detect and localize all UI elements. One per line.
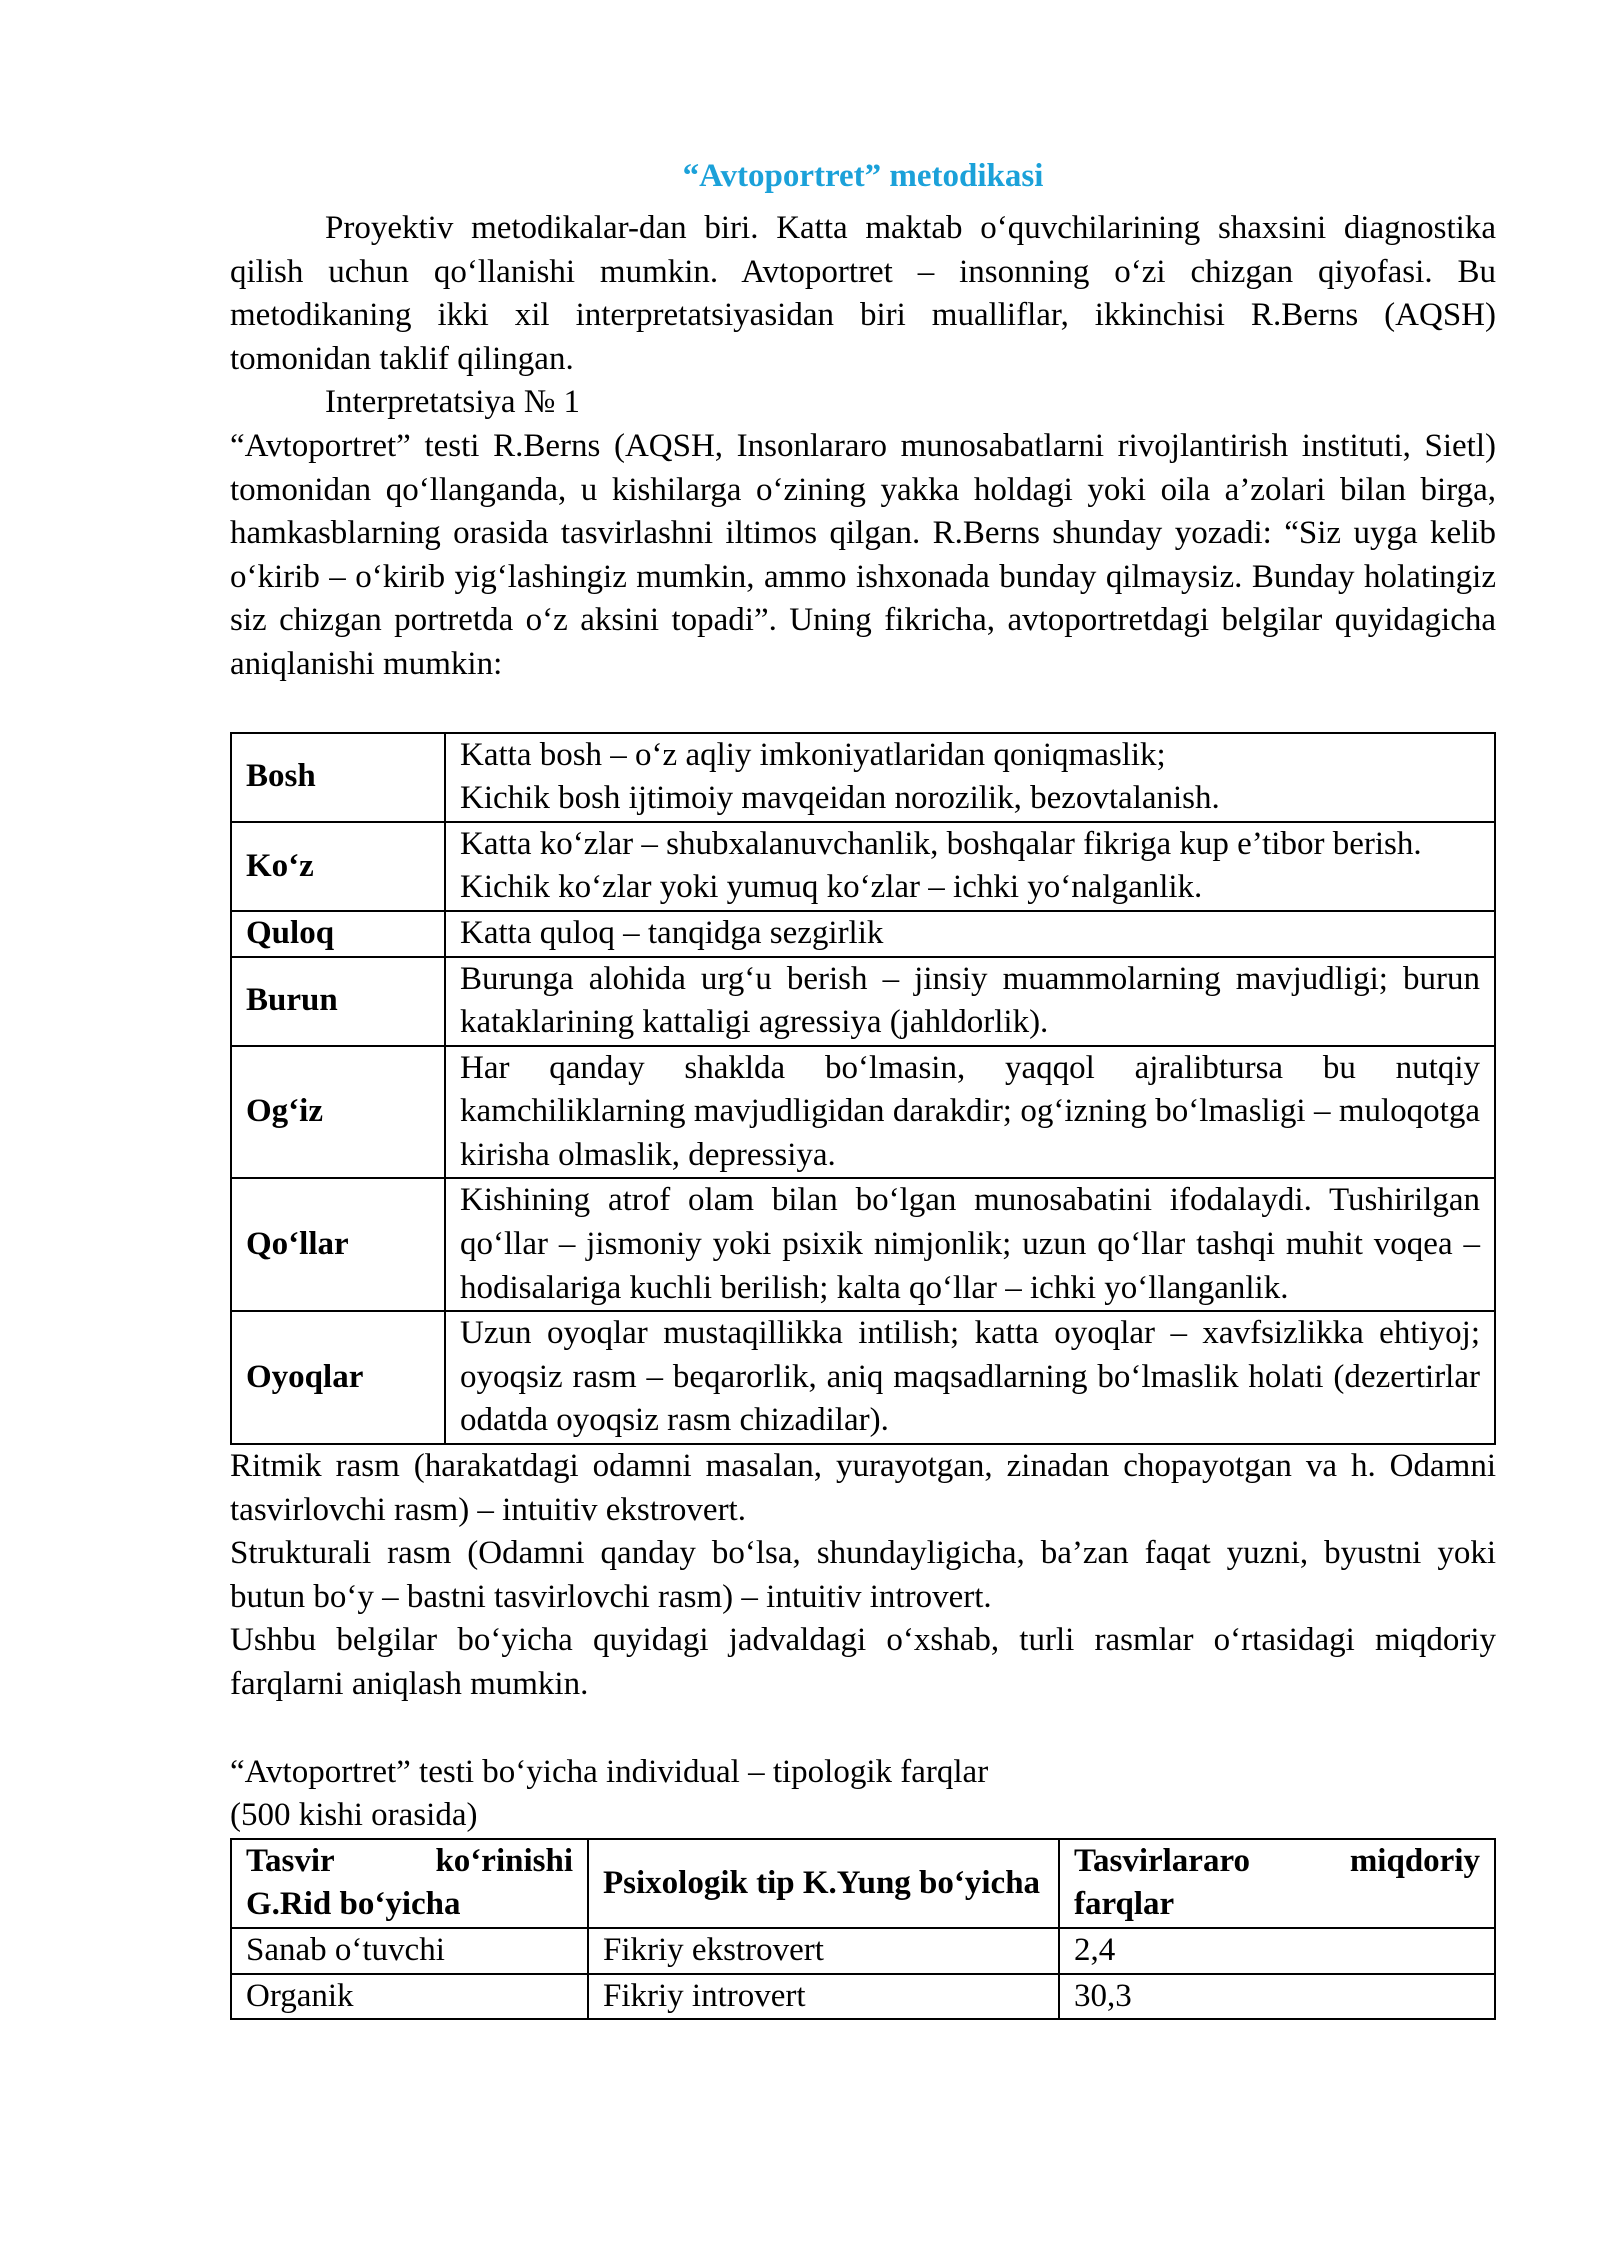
- feature-term: Qo‘llar: [231, 1178, 445, 1311]
- table-cell: Sanab o‘tuvchi: [231, 1928, 588, 1974]
- description-line: Burunga alohida urg‘u berish – jinsiy muammolarning mavjudligi; burun kataklarining kattaligi agressiya (jahldorlik).: [460, 960, 1480, 1041]
- table2-caption: “Avtoportret” testi bo‘yicha individual – tipologik farqlar: [230, 1753, 989, 1790]
- after-paragraph-3: Ushbu belgilar bo‘yicha quyidagi jadvaldagi o‘xshab, turli rasmlar o‘rtasidagi miqdoriy farqlarni aniqlash mumkin.: [230, 1622, 1496, 1702]
- description-line: Kishining atrof olam bilan bo‘lgan munosabatini ifodalaydi. Tushirilgan qo‘llar – jismoniy yoki psixik nimjonlik; uzun qo‘llar tashqi muhit voqea – hodisalariga kuchli berilish; kalta qo‘llar – ichki yo‘llanganlik.: [460, 1182, 1480, 1306]
- features-table: [230, 732, 1496, 1446]
- berns-paragraph: “Avtoportret” testi R.Berns (AQSH, Insonlararo munosabatlarni rivojlantirish instituti, Sietl) tomonidan qo‘llanganda, u kishilarga o‘zining yakka holdagi yoki oila a’zolari bilan birga, hamkasblarning orasida tasvirlashni iltimos qilgan. R.Berns shunday yozadi: “Siz uyga kelib o‘kirib – o‘kirib yig‘lashingiz mumkin, ammo ishxonada bunday qilmaysiz. Bunday holatingiz siz chizgan portretda o‘z aksini topadi”. Uning fikricha, avtoportretdagi belgilar quyidagicha aniqlanishi mumkin:: [230, 427, 1496, 682]
- intro-paragraph: Proyektiv metodikalar-dan biri. Katta maktab o‘quvchilarining shaxsini diagnostika qilish uchun qo‘llanishi mumkin. Avtoportret – insonning o‘zi chizgan qiyofasi. Bu metodikaning ikki xil interpretatsiyasidan biri mualliflar, ikkinchisi R.Berns (AQSH) tomonidan taklif qilingan.: [230, 210, 1496, 377]
- table-row: [231, 822, 1495, 911]
- header-cell: Psixologik tip K.Yung bo‘yicha: [588, 1839, 1059, 1928]
- typology-table-header: [231, 1839, 1495, 1928]
- feature-term: Quloq: [231, 911, 445, 957]
- feature-term: Oyoqlar: [231, 1311, 445, 1444]
- table-row: [231, 1311, 1495, 1444]
- feature-description: [445, 822, 1495, 911]
- table-row: [231, 1928, 1495, 1974]
- table-row: [231, 911, 1495, 957]
- table-row: [231, 733, 1495, 822]
- feature-description: [445, 733, 1495, 822]
- typology-table: [230, 1838, 1496, 2020]
- table-cell: Fikriy introvert: [588, 1974, 1059, 2020]
- description-line: Kichik ko‘zlar yoki yumuq ko‘zlar – ichki yo‘nalganlik.: [460, 869, 1203, 906]
- feature-term: Bosh: [231, 733, 445, 822]
- table-cell: 30,3: [1059, 1974, 1495, 2020]
- description-line: Katta quloq – tanqidga sezgirlik: [460, 914, 884, 951]
- table-cell: 2,4: [1059, 1928, 1495, 1974]
- table-cell: Fikriy ekstrovert: [588, 1928, 1059, 1974]
- header-cell: Tasvir ko‘rinishi G.Rid bo‘yicha: [231, 1839, 588, 1928]
- after-paragraph-1: Ritmik rasm (harakatdagi odamni masalan, yurayotgan, zinadan chopayotgan va h. Odamni tasvirlovchi rasm) – intuitiv ekstrovert.: [230, 1448, 1496, 1528]
- feature-description: [445, 1178, 1495, 1311]
- spacer: [230, 1707, 1496, 1751]
- document-page: [230, 145, 1496, 2020]
- feature-description: [445, 911, 1495, 957]
- description-line: Uzun oyoqlar mustaqillikka intilish; katta oyoqlar – xavfsizlikka ehtiyoj; oyoqsiz rasm – beqarorlik, aniq maqsadlarning bo‘lmaslik holati (dezertirlar odatda oyoqsiz rasm chizadilar).: [460, 1315, 1480, 1439]
- description-line: Katta bosh – o‘z aqliy imkoniyatlaridan qoniqmaslik;: [460, 736, 1166, 773]
- table-row: [231, 1046, 1495, 1179]
- feature-term: Og‘iz: [231, 1046, 445, 1179]
- interpretation-label: Interpretatsiya № 1: [325, 384, 581, 421]
- table-cell: Organik: [231, 1974, 588, 2020]
- description-line: Har qanday shaklda bo‘lmasin, yaqqol ajralibtursa bu nutqiy kamchiliklarning mavjudligidan darakdir; og‘izning bo‘lmasligi – muloqotga kirisha olmaslik, depressiya.: [460, 1049, 1480, 1173]
- feature-term: Ko‘z: [231, 822, 445, 911]
- table2-caption-count: (500 kishi orasida): [230, 1797, 478, 1834]
- description-line: Katta ko‘zlar – shubxalanuvchanlik, boshqalar fikriga kup e’tibor berish.: [460, 825, 1422, 862]
- table-row: [231, 1974, 1495, 2020]
- feature-description: [445, 1046, 1495, 1179]
- page-title: “Avtoportret” metodikasi: [682, 158, 1044, 194]
- feature-term: Burun: [231, 957, 445, 1046]
- header-cell: Tasvirlararo miqdoriy farqlar: [1059, 1839, 1495, 1928]
- table-row: [231, 957, 1495, 1046]
- feature-description: [445, 957, 1495, 1046]
- after-paragraph-2: Strukturali rasm (Odamni qanday bo‘lsa, shundayligicha, ba’zan faqat yuzni, byustni yoki butun bo‘y – bastni tasvirlovchi rasm) – intuitiv introvert.: [230, 1535, 1496, 1615]
- table-row: [231, 1178, 1495, 1311]
- description-line: Kichik bosh ijtimoiy mavqeidan norozilik, bezovtalanish.: [460, 780, 1220, 817]
- feature-description: [445, 1311, 1495, 1444]
